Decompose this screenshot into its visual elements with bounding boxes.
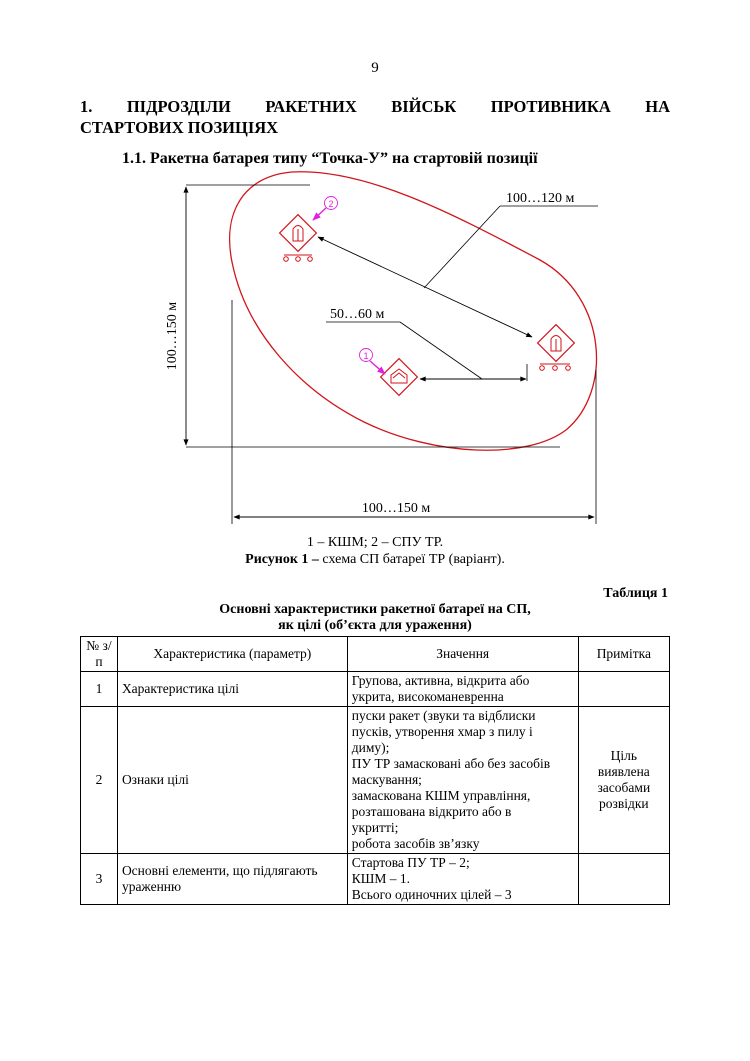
section-heading-line1: 1. ПІДРОЗДІЛИ РАКЕТНИХ ВІЙСЬК ПРОТИВНИКА НА xyxy=(80,97,670,116)
subsection-heading: 1.1. Ракетна батарея типу “Точка-У” на стартовій позиції xyxy=(122,150,538,167)
value-line: укритті; xyxy=(351,820,399,835)
note-line: Ціль xyxy=(610,748,638,763)
figure-caption xyxy=(0,552,750,568)
row-characteristic: Характеристика цілі xyxy=(117,672,347,707)
diagonal-dimension-label: 100…120 м xyxy=(506,191,575,206)
short-leader xyxy=(400,322,482,379)
table-row xyxy=(81,854,670,905)
value-line: пусків, утворення хмар з пилу і xyxy=(351,724,533,739)
figure-legend: 1 – КШМ; 2 – СПУ ТР. xyxy=(306,535,444,550)
table-title-line2: як цілі (об’єкта для ураження) xyxy=(278,618,472,633)
row-characteristic xyxy=(117,854,347,905)
value-line: маскування; xyxy=(351,772,422,787)
characteristic-line: Основні елементи, що підлягають xyxy=(121,863,318,878)
value-line: Стартова ПУ ТР – 2; xyxy=(351,855,470,870)
value-line: пуски ракет (звуки та відблиски xyxy=(351,708,536,723)
marker-2 xyxy=(313,197,338,221)
value-line: розташована відкрито або в xyxy=(351,804,512,819)
value-line: замаскована КШМ управління, xyxy=(351,788,531,803)
row-number: 2 xyxy=(81,707,118,854)
row-number: 3 xyxy=(81,854,118,905)
caption-label: Рисунок 1 – xyxy=(245,552,319,567)
row-note xyxy=(578,854,669,905)
header-number: № з/п xyxy=(81,637,118,672)
row-value xyxy=(347,707,578,854)
command-vehicle-icon xyxy=(381,359,418,396)
value-line: диму); xyxy=(351,740,390,755)
table-title-line1: Основні характеристики ракетної батареї на СП, xyxy=(219,602,531,617)
note-line: засобами xyxy=(597,780,651,795)
value-line: укрита, високоманевренна xyxy=(351,689,504,704)
position-boundary xyxy=(230,172,597,450)
diagonal-leader xyxy=(424,206,500,288)
table-row xyxy=(81,707,670,854)
table-label: Таблиця 1 xyxy=(603,586,668,601)
row-value xyxy=(347,672,578,707)
row-characteristic: Ознаки цілі xyxy=(117,707,347,854)
value-line: ПУ ТР замасковані або без засобів xyxy=(351,756,551,771)
value-line: робота засобів зв’язку xyxy=(351,836,480,851)
note-line: виявлена xyxy=(597,764,650,779)
horizontal-dimension-label: 100…150 м xyxy=(361,501,431,516)
table-title xyxy=(0,602,750,634)
launcher-icon xyxy=(280,215,317,262)
header-value: Значення xyxy=(347,637,578,672)
characteristic-line: ураженню xyxy=(121,879,182,894)
section-heading-line2: СТАРТОВИХ ПОЗИЦІЯХ xyxy=(80,118,279,137)
vertical-dimension-label: 100…150 м xyxy=(165,301,180,371)
header-note: Примітка xyxy=(578,637,669,672)
row-note xyxy=(578,672,669,707)
value-line: Всього одиночних цілей – 3 xyxy=(351,887,512,902)
table-header-row xyxy=(81,637,670,672)
value-line: Групова, активна, відкрита або xyxy=(351,673,530,688)
page-number: 9 xyxy=(371,60,379,76)
svg-text:1: 1 xyxy=(363,351,369,361)
value-line: КШМ – 1. xyxy=(351,871,411,886)
row-note xyxy=(578,707,669,854)
note-line: розвідки xyxy=(599,796,649,811)
launcher-icon xyxy=(538,325,575,371)
characteristics-table xyxy=(80,636,670,905)
header-characteristic: Характеристика (параметр) xyxy=(117,637,347,672)
svg-text:2: 2 xyxy=(328,199,334,209)
caption-text: схема СП батареї ТР (варіант). xyxy=(318,552,505,567)
battery-position-diagram xyxy=(0,0,750,530)
row-number: 1 xyxy=(81,672,118,707)
table-row xyxy=(81,672,670,707)
short-dimension-label: 50…60 м xyxy=(330,307,385,322)
marker-1 xyxy=(360,349,386,375)
row-value xyxy=(347,854,578,905)
